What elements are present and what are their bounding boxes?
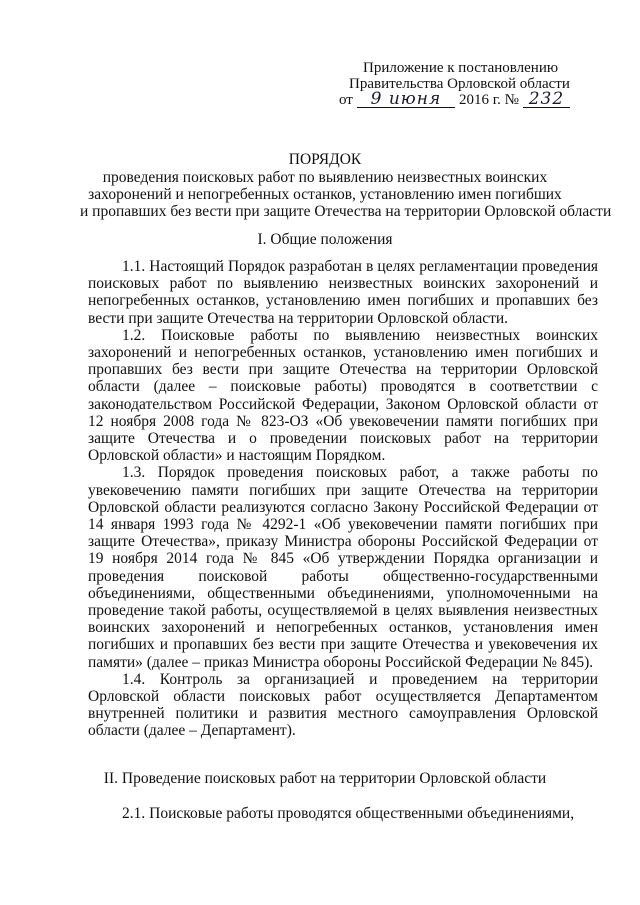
section-1-body — [88, 258, 598, 740]
appendix-line-1: Приложение к постановлению — [363, 60, 559, 76]
paragraph-1-4: 1.4. Контроль за организацией и проведением на территории Орловской области поисковых работ осуществляется Департаментом внутренней политики и развития местного самоуправления Орловской области (далее – Департамент). — [88, 670, 598, 740]
title-subline: и пропавших без вести при защите Отечества на территории Орловской области — [80, 203, 612, 220]
appendix-block — [335, 60, 625, 108]
section-2-heading: II. Проведение поисковых работ на территории Орловской области — [103, 770, 547, 787]
handwritten-number: 232 — [523, 92, 570, 108]
year-label: 2016 г. № — [458, 92, 519, 108]
document-title — [80, 151, 612, 220]
appendix-line-2: Правительства Орловской области — [349, 76, 570, 92]
handwritten-date: 9 июня — [357, 92, 456, 108]
paragraph-1-1: 1.1. Настоящий Порядок разработан в целях регламентации проведения поисковых работ по выявлению неизвестных воинских захоронений и непогребенных останков, установлению имен погибших и пропавших без вести при защите Отечества на территории Орловской области. — [88, 258, 598, 327]
paragraph-1-2: 1.2. Поисковые работы по выявлению неизвестных воинских захоронений и непогребенных останков, установлению имен погибших и пропавших без вести при защите Отечества на территории Орловской области (далее – поисковые работы) проводятся в соответствии с законодательством Российской Федерации, Законом Орловской области от 12 ноября 2008 года № 823-ОЗ «Об увековечении памяти погибших при защите Отечества и о проведении поисковых работ на территории Орловской области» и настоящим Порядком. — [88, 326, 598, 465]
paragraph-2-1: 2.1. Поисковые работы проводятся общественными объединениями, — [122, 805, 575, 822]
appendix-date-line — [335, 89, 625, 109]
date-prefix: от — [339, 92, 353, 108]
paragraph-1-3: 1.3. Порядок проведения поисковых работ, а также работы по увековечению памяти погибших при защите Отечества на территории Орловской области реализуются согласно Закону Российской Федерации от 14 января 1993 года № 4292-1 «Об увековечении памяти погибших при защите Отечества», приказу Министра обороны Российской Федерации от 19 ноября 2014 года № 845 «Об утверждении Порядка организации и проведения поисковой работы общественно-государственными объединениями, общественными объединениями, уполномоченными на проведение такой работы, осуществляемой в целях выявления неизвестных воинских захоронений и непогребенных останков, установления имен погибших и пропавших без вести при защите Отечества и увековечения их памяти» (далее – приказ Министра обороны Российской Федерации № 845). — [88, 464, 598, 671]
title-subline: проведения поисковых работ по выявлению неизвестных воинских — [102, 169, 548, 186]
title-heading: ПОРЯДОК — [288, 151, 362, 168]
section-1-heading: I. Общие положения — [257, 231, 393, 248]
title-subline: захоронений и непогребенных останков, установлению имен погибших — [88, 186, 562, 203]
section-2-body — [88, 805, 598, 822]
